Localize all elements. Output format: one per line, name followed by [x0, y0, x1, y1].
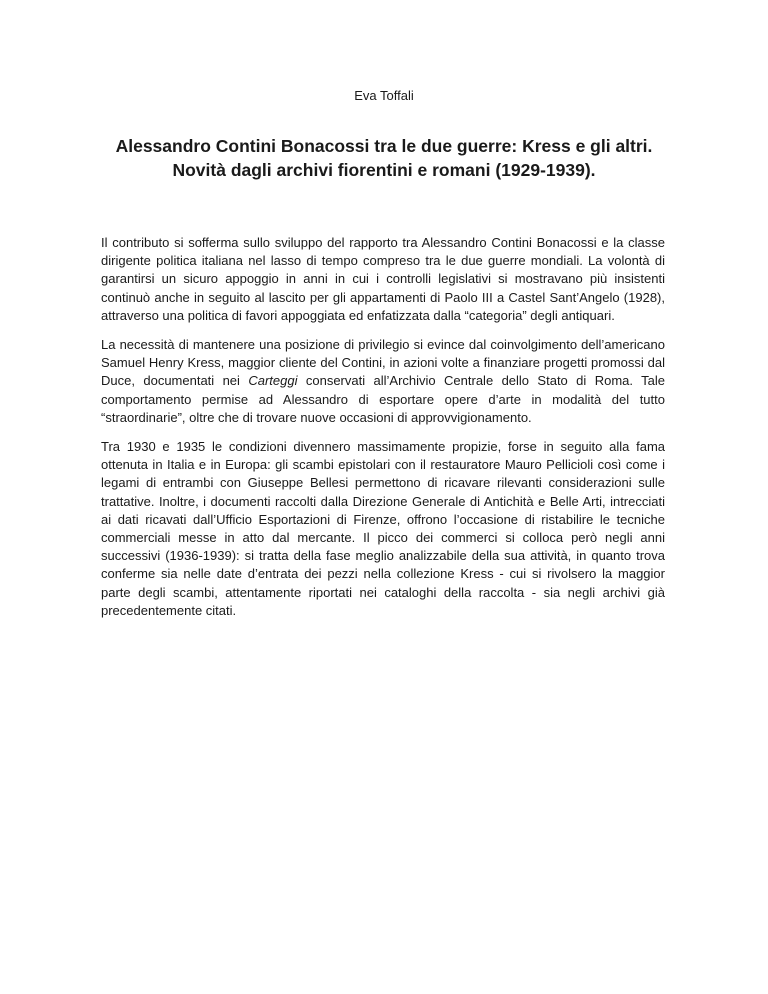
- paragraph-2: [101, 336, 665, 427]
- document-title: [40, 134, 728, 182]
- paragraph-2-text-end: conservati all’Archivio Centrale dello Stato di Roma. Tale comportamento permise ad Alessandro di esportare opere d’arte in modalità del tutto “straordinarie”, oltre che di trovare nuove occasioni di approvvigionamento.: [101, 373, 665, 425]
- paragraph-3: Tra 1930 e 1935 le condizioni divennero massimamente propizie, forse in seguito alla fama ottenuta in Italia e in Europa: gli scambi epistolari con il restauratore Mauro Pellicioli così come i legami di entrambi con Giuseppe Bellesi permettono di ricavare rilevanti considerazioni sulle trattative. Inoltre, i documenti raccolti dalla Direzione Generale di Antichità e Belle Arti, intrecciati ai dati ricavati dall’Ufficio Esportazioni di Firenze, offrono l’occasione di ristabilire le tecniche commerciali messe in atto dal mercante. Il picco dei commerci si colloca però negli anni successivi (1936-1939): si tratta della fase meglio analizzabile della sua attività, in quanto trova conferme sia nelle date d’entrata dei pezzi nella collezione Kress - cui si rivolsero la maggior parte degli scambi, attentamente riportati nei cataloghi della raccolta - sia negli archivi già precedentemente citati.: [101, 439, 665, 618]
- paragraph-2-text-start: La necessità di mantenere una posizione di privilegio si evince dal coinvolgimento dell’americano Samuel Henry Kress, maggior cliente del Contini, in azioni volte a finanziare progetti promossi dal Duce, documentati nei: [101, 337, 665, 389]
- abstract-body: [101, 234, 665, 620]
- carteggi-italic-term: Carteggi: [248, 373, 298, 389]
- title-line-2: Novità dagli archivi fiorentini e romani (1929-1939).: [172, 160, 596, 180]
- paragraph-1: Il contributo si sofferma sullo sviluppo del rapporto tra Alessandro Contini Bonacossi e la classe dirigente politica italiana nel lasso di tempo compreso tra le due guerre mondiali. La volontà di garantirsi un sicuro appoggio in anni in cui i controlli legislativi si mostravano più insistenti continuò anche in seguito al lascito per gli appartamenti di Paolo III a Castel Sant’Angelo (1928), attraverso una politica di favori appoggiata ed enfatizzata dalla “categoria” degli antiquari.: [101, 235, 665, 323]
- author-name: Eva Toffali: [354, 88, 414, 103]
- title-line-1: Alessandro Contini Bonacossi tra le due guerre: Kress e gli altri.: [115, 136, 653, 156]
